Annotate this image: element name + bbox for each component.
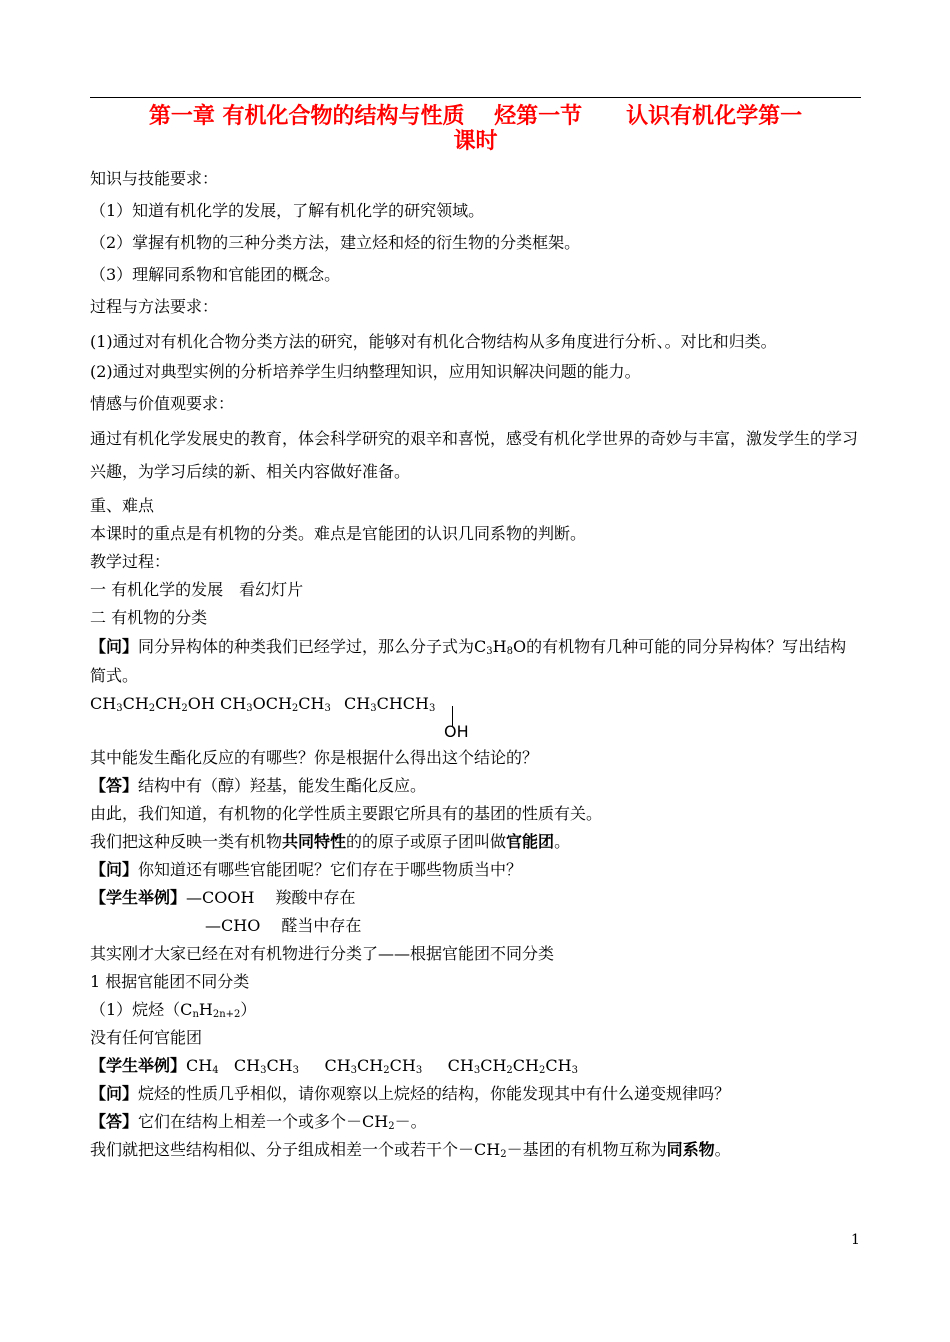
page-number: 1 <box>851 1232 860 1248</box>
student-example-alkanes: 【学生举例】$CH_4$ $CH_3CH_3$ $CH_3CH_2CH_3$ $CH_3CH_2CH_2CH_3$ <box>90 1056 578 1076</box>
emotion-heading: 情感与价值观要求： <box>90 394 235 413</box>
question-3: 【问】你知道还有哪些官能团呢？它们存在于哪些物质当中？ <box>90 860 523 879</box>
knowledge-item-3: （3）理解同系物和官能团的概念。 <box>90 265 341 284</box>
key-text: 本课时的重点是有机物的分类。难点是官能团的认识几同系物的判断。 <box>90 524 587 543</box>
hydroxyl-branch <box>444 706 487 748</box>
key-heading: 重、难点 <box>90 496 155 515</box>
process-heading: 过程与方法要求： <box>90 297 219 316</box>
answer-1: 【答】结构中有（醇）羟基，能发生酯化反应。 <box>90 776 427 795</box>
process-item-2: (2)通过对典型实例的分析培养学生归纳整理知识，应用知识解决问题的能力。 <box>90 362 641 381</box>
line-no-group: 没有任何官能团 <box>90 1028 203 1047</box>
line-classification: 其实刚才大家已经在对有机物进行分类了——根据官能团不同分类 <box>90 944 555 963</box>
formula-isopropanol: $CH_3CHCH_3$ <box>344 694 436 714</box>
question-1: 【问】同分异构体的种类我们已经学过，那么分子式为$C_3H_8O$的有机物有几种可能的同分异构体？写出结构简式。 <box>90 637 847 685</box>
document-title <box>90 104 861 154</box>
line-1: 由此，我们知道，有机物的化学性质主要跟它所具有的基团的性质有关。 <box>90 804 603 823</box>
step-2: 二 有机物的分类 <box>90 608 208 627</box>
teaching-heading: 教学过程： <box>90 552 171 571</box>
alkane-heading: （1）烷烃$(C_nH_{2n+2})$ <box>90 1000 257 1020</box>
hydroxyl-label: OH <box>444 722 469 741</box>
student-example-1: 【学生举例】—COOH 羧酸中存在 <box>90 888 356 907</box>
knowledge-item-2: （2）掌握有机物的三种分类方法，建立烃和烃的衍生物的分类框架。 <box>90 233 581 252</box>
title-line-2: 课时 <box>453 129 498 154</box>
knowledge-heading: 知识与技能要求： <box>90 169 219 188</box>
header-rule <box>90 97 861 98</box>
student-example-2: —CHO 醛当中存在 <box>205 916 362 935</box>
process-item-1: (1)通过对有机化合物分类方法的研究，能够对有机化合物结构从多角度进行分析、。对比和归类。 <box>90 332 777 351</box>
line-functional-group: 我们把这种反映一类有机物共同特性的的原子或原子团叫做官能团。 <box>90 832 571 851</box>
line-by-group: 1 根据官能团不同分类 <box>90 972 250 991</box>
line-homologue: 我们就把这些结构相似、分子组成相差一个或若干个$-CH_2-$基团的有机物互称为同系物。 <box>90 1140 731 1160</box>
title-line-1: 第一章 有机化合物的结构与性质 烃第一节 认识有机化学第一 <box>148 104 803 129</box>
answer-2: 【答】它们在结构上相差一个或多个$-CH_2-$。 <box>90 1112 427 1132</box>
question-4: 【问】烷烃的性质几乎相似，请你观察以上烷烃的结构，你能发现其中有什么递变规律吗？ <box>90 1084 731 1103</box>
formula-propanol: $CH_3CH_2CH_2OH$ <box>90 694 215 714</box>
question-2: 其中能发生酯化反应的有哪些？你是根据什么得出这个结论的？ <box>90 748 539 767</box>
formula-ether: $CH_3OCH_2CH_3$ <box>220 694 331 714</box>
emotion-text: 通过有机化学发展史的教育，体会科学研究的艰辛和喜悦，感受有机化学世界的奇妙与丰富，激发学生的学习兴趣，为学习后续的新、相关内容做好准备。 <box>90 429 859 481</box>
structure-formulas <box>90 690 862 741</box>
document-body <box>90 165 862 1164</box>
step-1: 一 有机化学的发展 看幻灯片 <box>90 580 304 599</box>
knowledge-item-1: （1）知道有机化学的发展，了解有机化学的研究领域。 <box>90 201 485 220</box>
